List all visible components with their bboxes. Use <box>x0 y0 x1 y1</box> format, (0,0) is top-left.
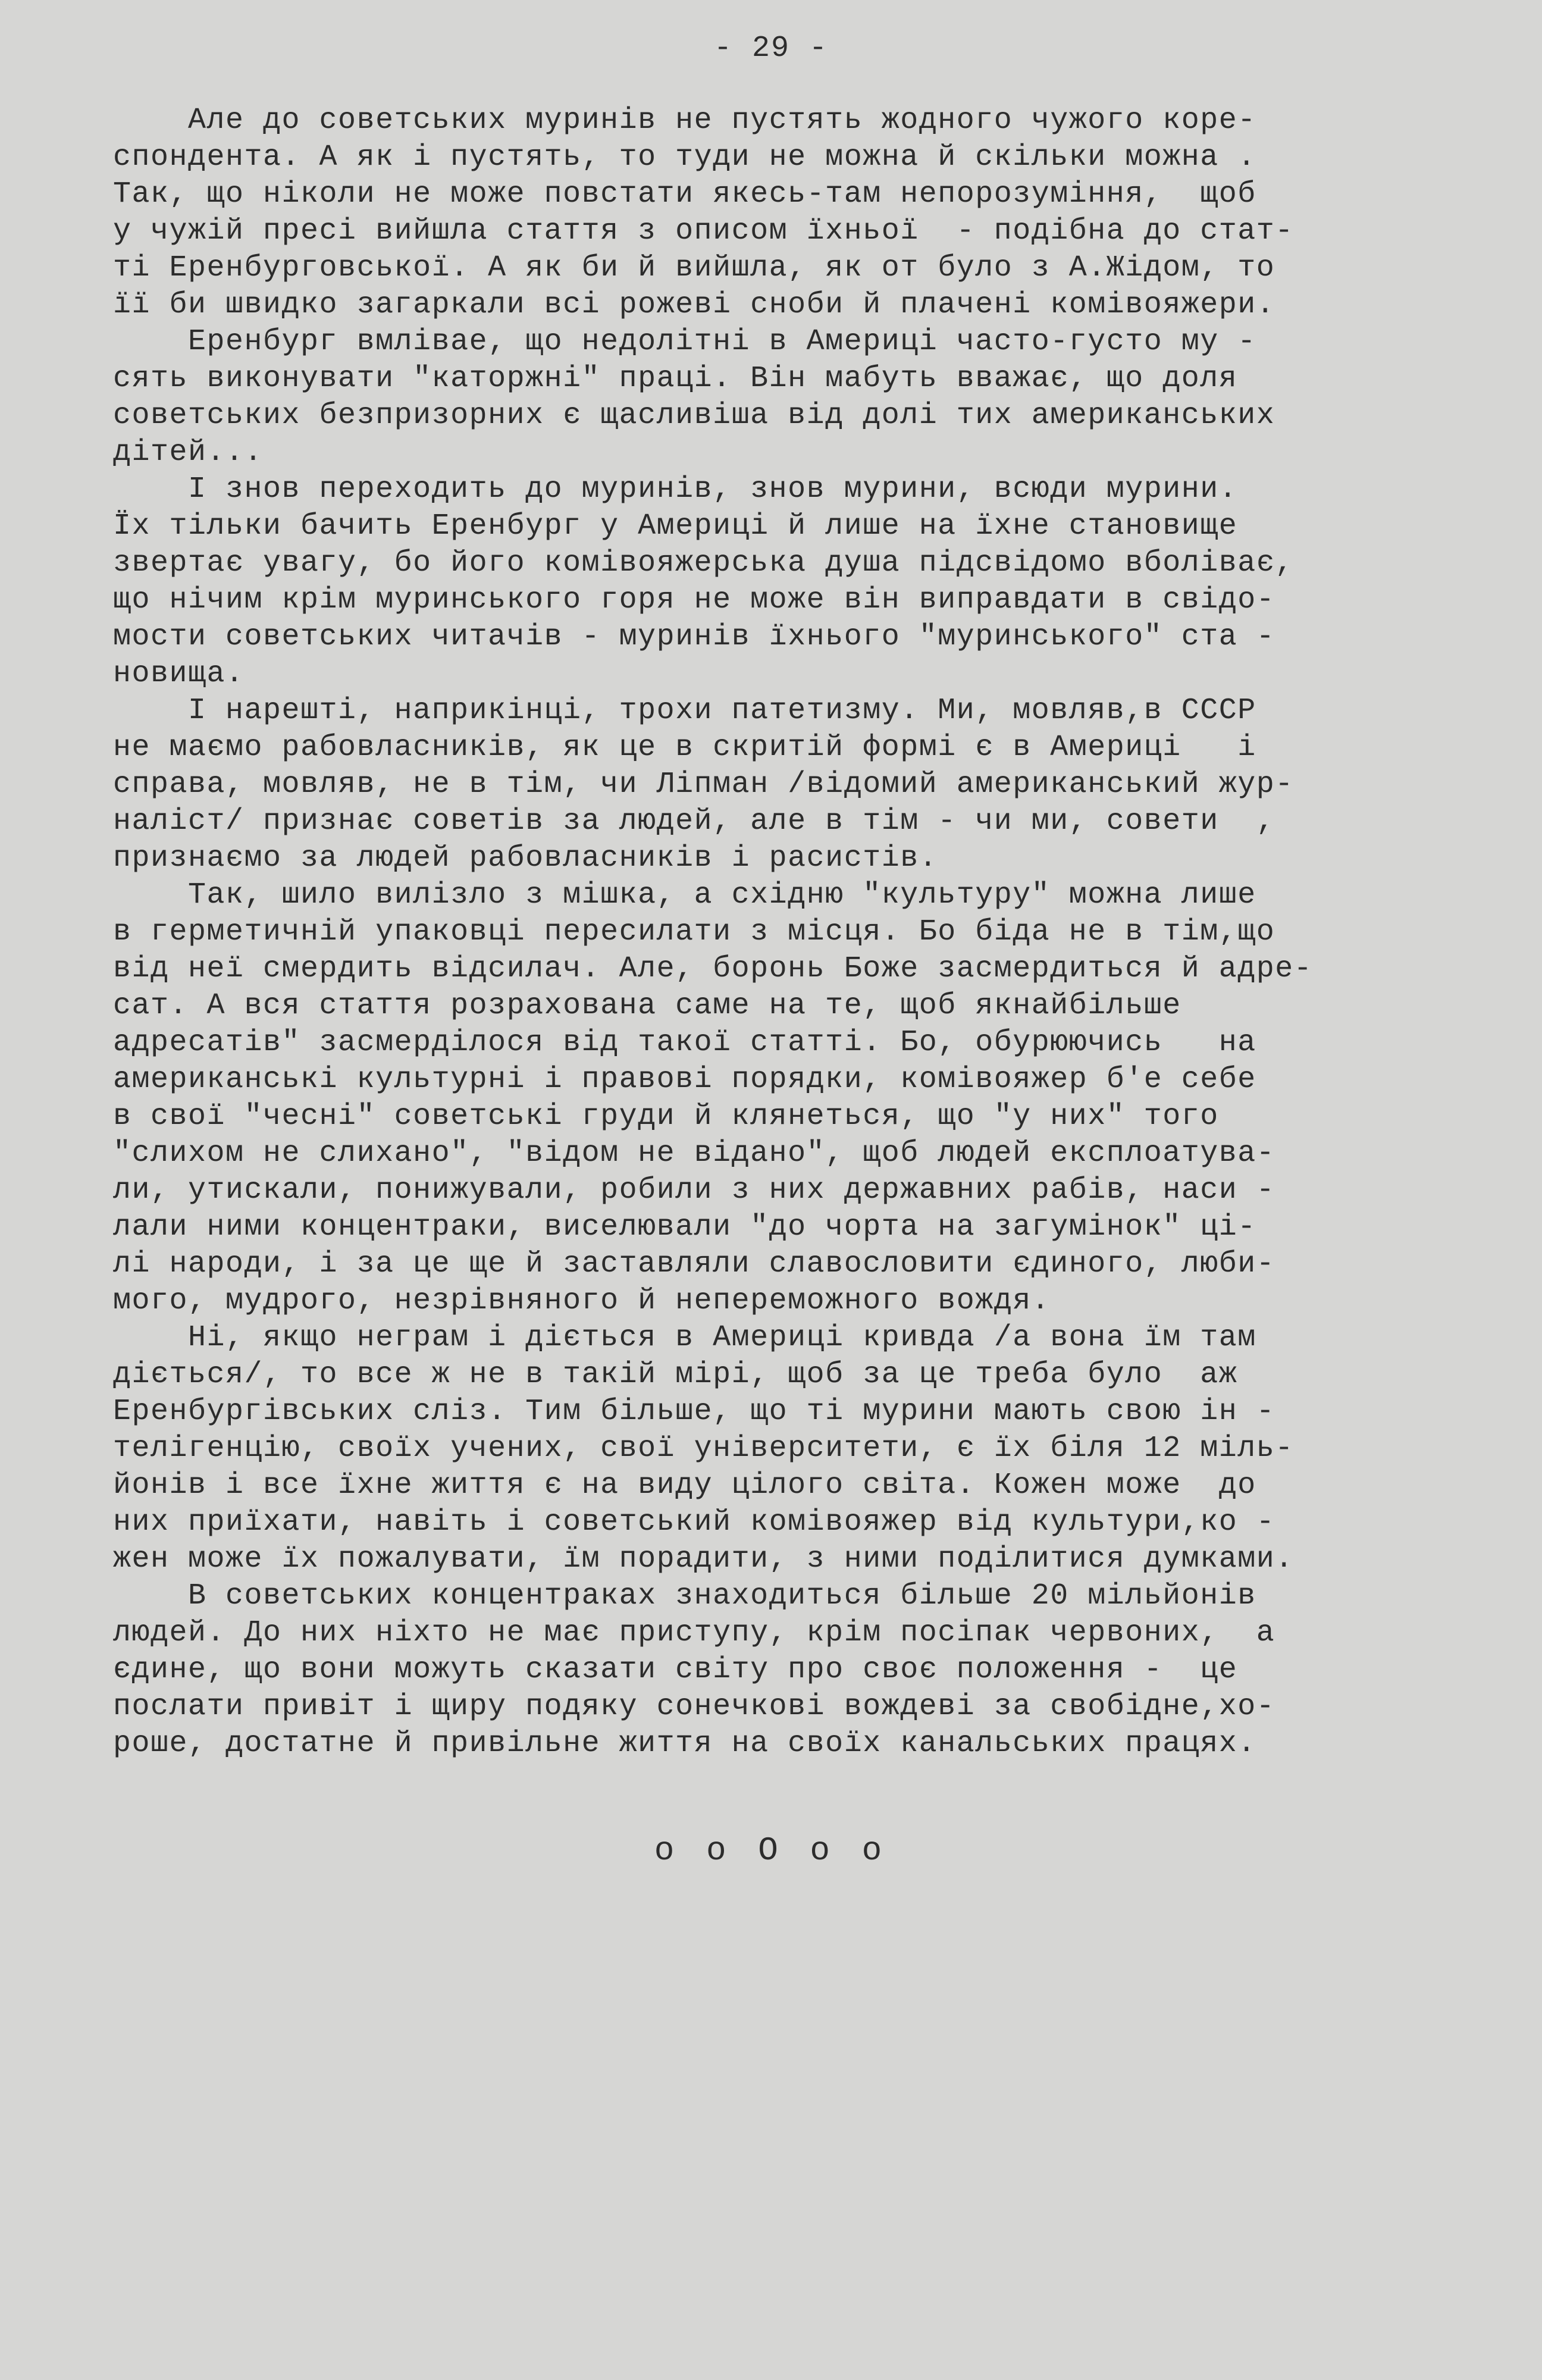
text-line: І знов переходить до муринів, знов мурини, всюди мурини. <box>113 472 1238 506</box>
text-line: Еренбургівських сліз. Тим більше, що ті мурини мають свою ін - <box>113 1395 1275 1429</box>
text-line: Але до советських муринів не пустять жодного чужого коре- <box>113 104 1256 137</box>
text-line: них приїхати, навіть і советський комівояжер від культури,ко - <box>113 1505 1275 1539</box>
text-line: сять виконувати "каторжні" праці. Він мабуть вважає, що доля <box>113 362 1238 396</box>
text-line: послати привіт і щиру подяку сонечкові вождеві за свобідне,хо- <box>113 1690 1275 1724</box>
text-line: телігенцію, своїх учених, свої університети, є їх біля 12 міль- <box>113 1432 1294 1465</box>
text-line: в герметичній упаковці пересилати з місця. Бо біда не в тім,що <box>113 915 1275 949</box>
text-line: мого, мудрого, незрівняного й непереможного вождя. <box>113 1284 1051 1318</box>
text-line: звертає увагу, бо його комівояжерська душа підсвідомо вболіває, <box>113 546 1294 580</box>
text-line: не маємо рабовласників, як це в скритій формі є в Америці і <box>113 731 1256 765</box>
text-line: єдине, що вони можуть сказати світу про своє положення - це <box>113 1653 1238 1687</box>
text-line: ті Еренбурговської. А як би й вийшла, як от було з А.Жідом, то <box>113 251 1275 285</box>
text-line: жен може їх пожалувати, їм порадити, з ними поділитися думками. <box>113 1542 1294 1576</box>
text-line: роше, достатне й привільне життя на своїх канальських працях. <box>113 1727 1256 1761</box>
text-line: Так, шило вилізло з мішка, а східню "культуру" можна лише <box>113 878 1256 912</box>
text-line: адресатів" засмерділося від такої статті. Бо, обурюючись на <box>113 1026 1256 1060</box>
text-line: новища. <box>113 657 245 691</box>
text-line: людей. До них ніхто не має приступу, крім посіпак червоних, а <box>113 1616 1275 1650</box>
text-line: Так, що ніколи не може повстати якесь-там непорозуміння, щоб <box>113 177 1256 211</box>
text-line: "слихом не слихано", "відом не відано", щоб людей експлоатува- <box>113 1136 1275 1170</box>
text-line: мости советських читачів - муринів їхнього "муринського" ста - <box>113 620 1275 654</box>
text-line: лали ними концентраки, виселювали "до чорта на загумінок" ці- <box>113 1210 1256 1244</box>
text-line: її би швидко загаркали всі рожеві сноби й плачені комівояжери. <box>113 288 1275 322</box>
text-line: Еренбург вмлівае, що недолітні в Америці часто-густо му - <box>113 325 1256 359</box>
text-line: спондента. А як і пустять, то туди не можна й скільки можна . <box>113 140 1256 174</box>
text-line: советських безпризорних є щасливіша від долі тих американських <box>113 399 1275 433</box>
text-line: у чужій пресі вийшла стаття з описом їхньої - подібна до стат- <box>113 214 1294 248</box>
text-line: справа, мовляв, не в тім, чи Ліпман /відомий американський жур- <box>113 768 1294 801</box>
body-text <box>113 102 1481 1762</box>
section-end-ornament: o o O o o <box>654 1831 888 1869</box>
text-line: йонів і все їхне життя є на виду цілого світа. Кожен може до <box>113 1468 1256 1502</box>
text-line: Ні, якщо неграм і діється в Америці кривда /а вона їм там <box>113 1321 1256 1355</box>
text-line: американські культурні і правові порядки, комівояжер б'е себе <box>113 1063 1256 1097</box>
text-line: ли, утискали, понижували, робили з них державних рабів, наси - <box>113 1173 1275 1207</box>
text-line: В советських концентраках знаходиться більше 20 мільйонів <box>113 1579 1256 1613</box>
text-line: сат. А вся стаття розрахована саме на те, щоб якнайбільше <box>113 989 1181 1023</box>
text-line: Їх тільки бачить Еренбург у Америці й лише на їхне становище <box>113 509 1238 543</box>
text-line: діється/, то все ж не в такій мірі, щоб за це треба було аж <box>113 1358 1238 1392</box>
text-line: лі народи, і за це ще й заставляли славословити єдиного, люби- <box>113 1247 1275 1281</box>
text-line: дітей... <box>113 436 264 469</box>
text-line: наліст/ признає советів за людей, але в тім - чи ми, совети , <box>113 804 1275 838</box>
text-line: І нарешті, наприкінці, трохи патетизму. Ми, мовляв,в СССР <box>113 694 1256 728</box>
page-number: - 29 - <box>713 32 829 65</box>
text-line: в свої "чесні" советські груди й клянеться, що "у них" того <box>113 1100 1219 1133</box>
text-line: що нічим крім муринського горя не може він виправдати в свідо- <box>113 583 1275 617</box>
text-line: признаємо за людей рабовласників і расистів. <box>113 841 938 875</box>
text-line: від неї смердить відсилач. Але, боронь Боже засмердиться й адре- <box>113 952 1313 986</box>
